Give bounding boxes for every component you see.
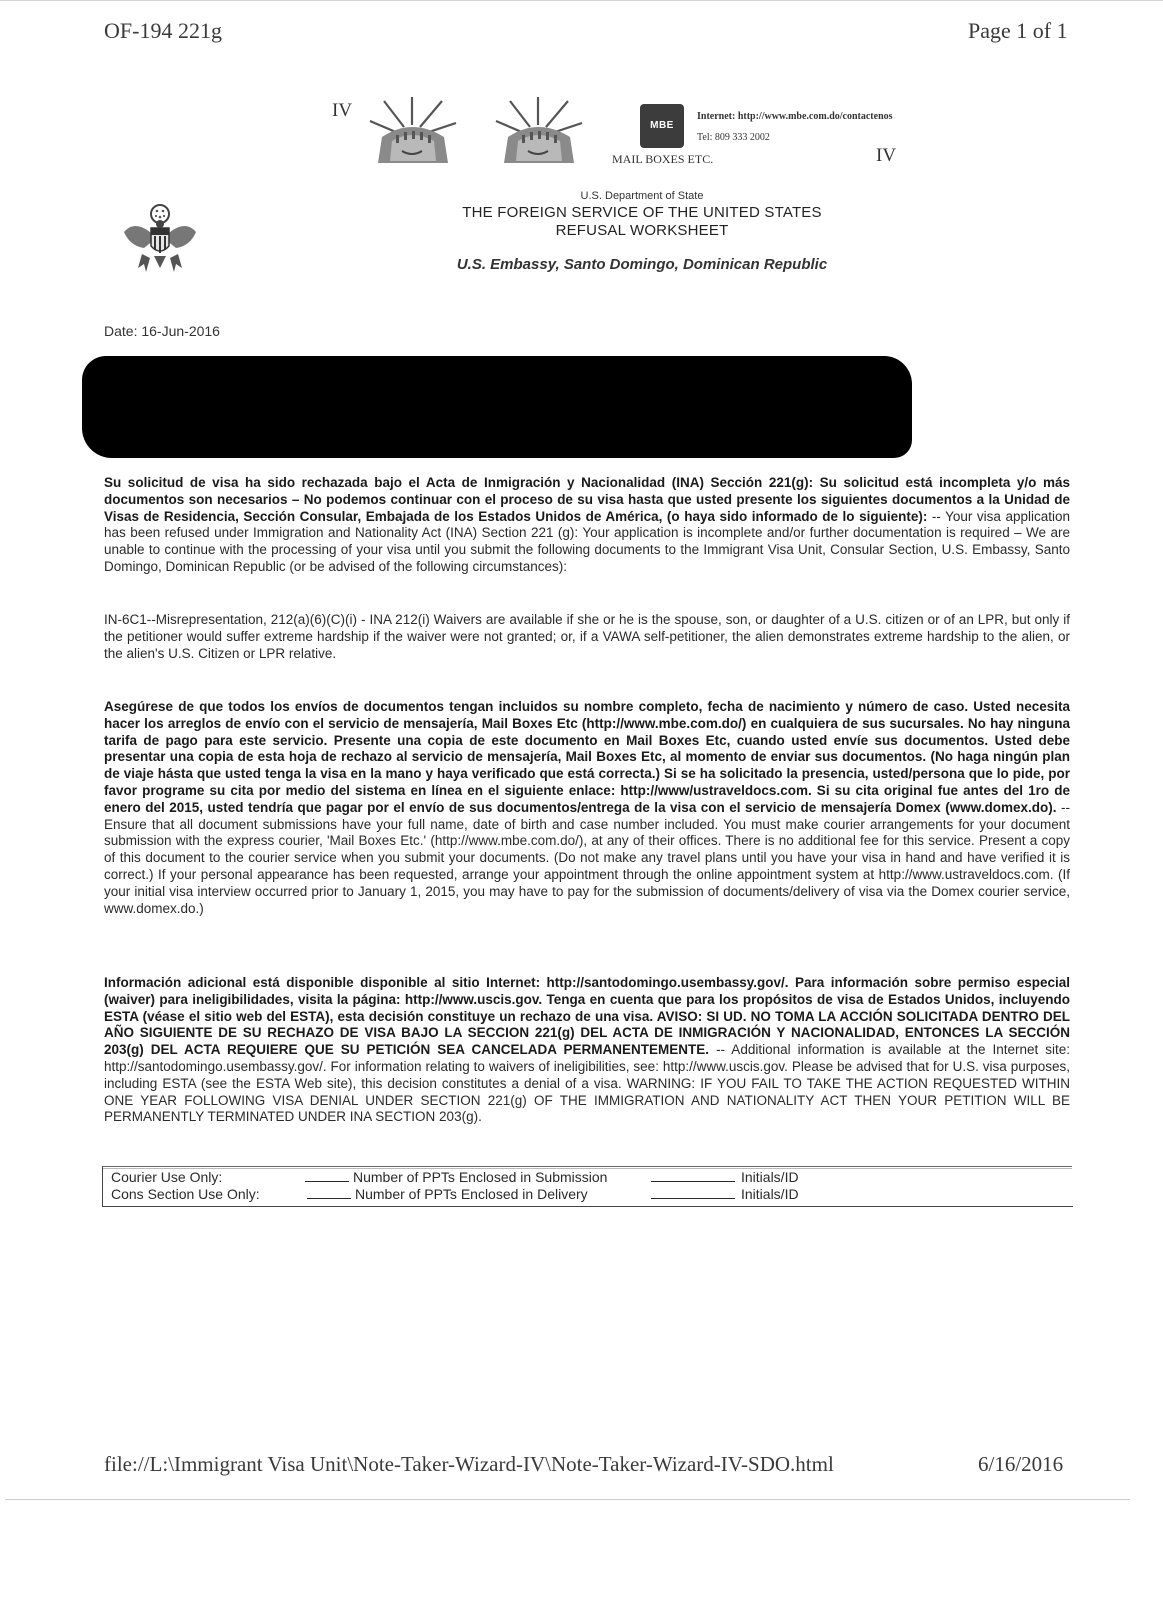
great-seal-icon	[120, 198, 200, 278]
courier-ppt-count-label: Number of PPTs Enclosed in Submission	[353, 1169, 608, 1185]
submission-instructions-paragraph	[104, 699, 1070, 917]
refusal-notice-spanish: Su solicitud de visa ha sido rechazada bajo el Acta de Inmigración y Nacionalidad (INA) Sección 221(g): Su solicitud está incompleta y/o más documentos son necesarios – No podemos continuar con el proceso de su visa hasta que usted presente los siguientes documentos a la Unidad de Visas de Residencia, Sección Consular, Embajada de los Estados Unidos de América, (o haya sido informado de lo siguiente):	[104, 475, 1070, 524]
mbe-brand: MAIL BOXES ETC.	[612, 152, 714, 166]
cons-ppt-count-blank	[307, 1186, 351, 1199]
cons-initials-blank	[651, 1186, 735, 1199]
iv-mark-right: IV	[876, 145, 897, 166]
top-rule	[0, 0, 1163, 1]
mbe-internet: Internet: http://www.mbe.com.do/contactenos	[697, 111, 893, 122]
mbe-phone: Tel: 809 333 2002	[697, 132, 770, 143]
courier-initials-blank	[651, 1169, 735, 1182]
document-date: Date: 16-Jun-2016	[104, 323, 220, 339]
print-header-page-number: Page 1 of 1	[968, 18, 1068, 43]
cons-initials-label: Initials/ID	[741, 1186, 799, 1202]
cons-ppt-count-label: Number of PPTs Enclosed in Delivery	[355, 1186, 588, 1202]
document-subtitle: REFUSAL WORKSHEET	[555, 222, 729, 239]
department-name: U.S. Department of State	[580, 190, 704, 202]
courier-use-label: Courier Use Only:	[111, 1169, 223, 1185]
additional-information-spanish: Información adicional está disponible disponible al sitio Internet: http://santodomingo.usembassy.gov/. Para información sobre permiso especial (waiver) para ineligibilidades, visita la página: http://www.uscis.gov. Tenga en cuenta que para los propósitos de visa de Estados Unidos, incluyendo ESTA (véase el sitio web del ESTA), esta decisión constituye un rechazo de una visa. AVISO: SI UD. NO TOMA LA ACCIÓN SOLICITADA DENTRO DEL AÑO SIGUIENTE DE SU RECHAZO DE VISA BAJO LA SECCION 221(g) DEL ACTA DE INMIGRACIÓN Y NACIONALIDAD, ENTONCES LA SECCIÓN 203(g) DEL ACTA REQUIERE QUE SU PETICIÓN SEA CANCELADA PERMANENTEMENTE.	[104, 975, 1070, 1058]
submission-instructions-spanish: Asegúrese de que todos los envíos de documentos tengan incluidos su nombre completo, fecha de nacimiento y número de caso. Usted necesita hacer los arreglos de envío con el servicio de mensajería, Mail Boxes Etc (http://www.mbe.com.do/) en cualquiera de sus sucursales. No hay ninguna tarifa de pago para este servicio. Presente una copia de este documento en Mail Boxes Etc, cuando usted envíe sus documentos. Usted debe presentar una copia de esta hoja de rechazo al servicio de mensajería, Mail Boxes Etc, al momento de enviar sus documentos. (No haga ningún plan de viaje hásta que usted tenga la visa en la mano y haya verificado que está correcta.) Si se ha solicitado la presencia, usted/persona que lo pide, por favor programe su cita por medio del sistema en línea en el siguiente enlace: http://www/ustraveldocs.com. Si su cita original fue antes del 1ro de enero del 2015, usted tendría que pagar por el envío de sus documentos/entrega de la visa con el servicio de mensajería Domex (www.domex.do).	[104, 699, 1070, 815]
refusal-notice-paragraph	[104, 475, 1070, 576]
statue-of-liberty-icon	[362, 95, 462, 165]
submission-instructions-english: -- Ensure that all document submissions have your full name, date of birth and case number included. You must make courier arrangements for your document submission with the express courier, 'Mail Boxes Etc.' (http://www.mbe.com.do/), at any of their offices. There is no additional fee for this service. Present a copy of this document to the courier service when you submit your documents. (Do not make any travel plans until you have your visa in hand and have verified it is correct.) If your personal appearance has been requested, arrange your appointment through the online appointment system at http://www.ustraveldocs.com. (If your initial visa interview occurred prior to January 1, 2015, you may have to pay for the submission of documents/delivery of visa via the Domex courier service, www.domex.do.)	[104, 799, 1070, 916]
use-only-table	[102, 1166, 1073, 1207]
mbe-logo: MBE	[640, 104, 684, 148]
print-header-form-id: OF-194 221g	[104, 18, 222, 43]
cons-section-use-label: Cons Section Use Only:	[111, 1186, 260, 1202]
bottom-rule	[5, 1499, 1130, 1500]
document-title: THE FOREIGN SERVICE OF THE UNITED STATES	[462, 204, 822, 221]
print-footer-date: 6/16/2016	[978, 1452, 1064, 1476]
iv-mark-left: IV	[332, 100, 353, 121]
courier-ppt-count-blank	[305, 1169, 349, 1182]
redacted-block	[82, 356, 912, 458]
ineligibility-paragraph: IN-6C1--Misrepresentation, 212(a)(6)(C)(i) - INA 212(i) Waivers are available if she or he is the spouse, son, or daughter of a U.S. citizen or of an LPR, but only if the petitioner would suffer extreme hardship if the waiver were not granted; or, if a VAWA self-petitioner, the alien demonstrates extreme hardship to the alien, or the alien's U.S. Citizen or LPR relative.	[104, 612, 1070, 661]
additional-information-english: -- Additional information is available at the Internet site: http://santodomingo.usembassy.gov/. For information relating to waivers of ineligibilities, see: http://www.uscis.gov. Please be advised that for U.S. visa purposes, including ESTA (see the ESTA Web site), this decision constitutes a denial of a visa. WARNING: IF YOU FAIL TO TAKE THE ACTION REQUESTED WITHIN ONE YEAR FOLLOWING VISA DENIAL UNDER SECTION 221(g) OF THE IMMIGRATION AND NATIONALITY ACT THEN YOUR PETITION WILL BE PERMANENTLY TERMINATED UNDER INA SECTION 203(g).	[104, 1042, 1070, 1125]
embassy-name: U.S. Embassy, Santo Domingo, Dominican Republic	[456, 256, 828, 273]
print-footer-file-path: file://L:\Immigrant Visa Unit\Note-Taker-Wizard-IV\Note-Taker-Wizard-IV-SDO.html	[104, 1452, 834, 1476]
courier-initials-label: Initials/ID	[741, 1169, 799, 1185]
refusal-notice-english: -- Your visa application has been refused under Immigration and Nationality Act (INA) Section 221 (g): Your application is incomplete and/or further documentation is required – We are unable to continue with the processing of your visa until you submit the following documents to the Immigrant Visa Unit, Consular Section, U.S. Embassy, Santo Domingo, Dominican Republic (or be advised of the following circumstances):	[104, 508, 1070, 574]
additional-information-paragraph	[104, 975, 1070, 1126]
statue-of-liberty-icon	[488, 95, 588, 165]
